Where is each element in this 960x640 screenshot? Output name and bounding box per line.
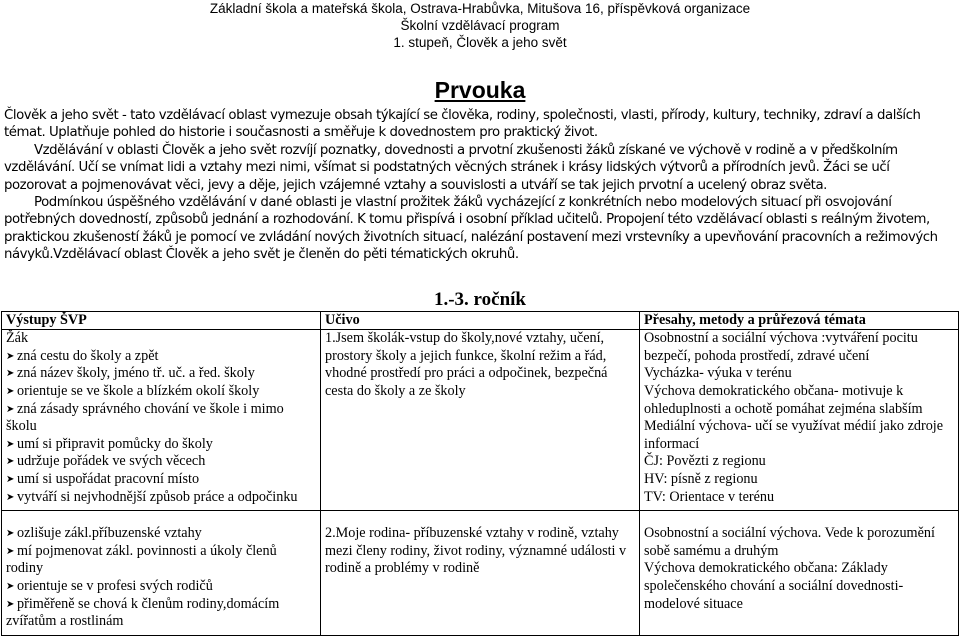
header-content: Učivo (321, 311, 640, 330)
list-item-text: zná název školy, jméno tř. uč. a řed. školy (17, 365, 255, 382)
crosscurricular-item: Osobnostní a sociální výchova :vytváření pocitu bezpečí, pohoda prostředí, zdravé učení (644, 330, 918, 364)
list-item-text: přiměřeně se chová k členům rodiny,domácím zvířatům a rostlinám (6, 595, 280, 630)
outputs-cell (2, 511, 321, 636)
crosscurricular-item: Mediální výchova- učí se využívat médií jako zdroje informací (644, 418, 944, 452)
school-name: Základní škola a mateřská škola, Ostrava-Hrabůvka, Mitušova 16, příspěvková organizace (209, 1, 751, 16)
lead-text: Žák (6, 330, 29, 347)
crosscurricular-item: ČJ: Povězti z regionu (644, 453, 766, 470)
content-text: 1.Jsem školák-vstup do školy,nové vztahy, učení, prostory školy a jejich funkce, školní režim a řád, vhodné prostředí pro práci a odpočinek, bezpečná cesta do školy a ze školy (325, 330, 608, 400)
crosscurricular-item: HV: písně z regionu (644, 471, 758, 487)
crosscurricular-item: Výchova demokratického občana- motivuje k ohleduplnosti a ochotě pomáhat zejména slabším (644, 383, 923, 417)
intro-text (4, 107, 951, 264)
list-item-text: orientuje se v profesi svých rodičů (17, 577, 213, 594)
arrow-right-icon: ➤ (6, 403, 15, 415)
curriculum-table (1, 311, 959, 636)
arrow-right-icon: ➤ (6, 386, 15, 398)
list-item-text: umí si uspořádat pracovní místo (17, 471, 200, 487)
crosscurricular-item: Osobnostní a sociální výchova. Vede k porozumění sobě samému a druhým (644, 525, 935, 559)
arrow-right-icon: ➤ (6, 350, 15, 362)
arrow-right-icon: ➤ (6, 580, 15, 592)
table-row (2, 511, 959, 636)
list-item (6, 383, 316, 401)
crosscurricular-item: Výchova demokratického občana: Základy společenského chování a sociální dovednosti-modelové situace (644, 560, 904, 612)
content-cell (321, 511, 640, 636)
list-item (6, 348, 316, 366)
outputs-cell (2, 330, 321, 511)
list-item-text: umí si připravit pomůcky do školy (17, 435, 213, 452)
list-item (6, 543, 316, 578)
arrow-right-icon: ➤ (6, 491, 15, 503)
intro-paragraph: Člověk a jeho svět - tato vzdělávací oblast vymezuje obsah týkající se člověka, rodiny, společnosti, vlasti, přírody, kultury, techniky, zdraví a dalších témat. Uplatňuje pohled do historie i současnosti a směřuje k dovednostem pro praktický život. (4, 108, 921, 141)
intro-paragraph: Vzdělávání v oblasti Člověk a jeho svět rozvíjí poznatky, dovednosti a prvotní zkušenosti žáků získané ve výchově v rodině a v předškolním vzdělávání. Učí se vnímat lidi a vztahy mezi nimi, všímat si podstatných věcných stránek i krásy lidských výtvorů a přírodních jevů. Žáci se učí pozorovat a pojmenovávat věci, jevy a děje, jejich vzájemné vztahy a souvislosti a utváří se tak jejich prvotní a ucelený obraz světa. (4, 142, 898, 193)
list-item (6, 525, 316, 543)
list-item (6, 596, 316, 631)
outputs-list (6, 525, 316, 631)
list-item-text: zná zásady správného chování ve škole i mimo školu (6, 400, 284, 435)
table-header-row (2, 311, 959, 330)
arrow-right-icon: ➤ (6, 545, 15, 557)
content-text: 2.Moje rodina- příbuzenské vztahy v rodině, vztahy mezi členy rodiny, život rodiny, významné události v rodině a problémy v rodině (325, 525, 627, 577)
outputs-list (6, 348, 316, 506)
list-item-text: zná cestu do školy a zpět (17, 347, 159, 364)
crosscurricular-item: Vycházka- výuka v terénu (644, 365, 792, 382)
crosscurricular-cell (640, 330, 959, 511)
intro-paragraph: Podmínkou úspěšného vzdělávání v dané oblasti je vlastní prožitek žáků vycházející z konkrétních nebo modelových situací při osvojování potřebných dovedností, způsobů jednání a rozhodování. K tomu přispívá i osobní příklad učitelů. Propojení této vzdělávací oblasti s reálným životem, praktickou zkušeností žáků je pomocí ve zvládání nových životních situací, nalézání postavení mezi vrstevníky a upevňování pracovních a režimových návyků.Vzdělávací oblast Člověk a jeho svět je členěn do pěti tématických okruhů. (4, 195, 938, 263)
grade-heading: 1.-3. ročník (433, 288, 526, 310)
arrow-right-icon: ➤ (6, 474, 15, 485)
document-header (0, 0, 960, 51)
content-cell (321, 330, 640, 511)
list-item (6, 471, 316, 489)
list-item (6, 489, 316, 507)
arrow-right-icon: ➤ (6, 456, 15, 468)
page-title: Prvouka (434, 77, 526, 103)
arrow-right-icon: ➤ (6, 438, 15, 450)
list-item-text: vytváří si nejvhodnější způsob práce a odpočinku (17, 488, 298, 505)
table-row (2, 330, 959, 511)
header-crosscurricular: Přesahy, metody a průřezová témata (640, 311, 959, 330)
header-outputs: Výstupy ŠVP (2, 311, 321, 330)
list-item (6, 578, 316, 596)
list-item-text: ozlišuje zákl.příbuzenské vztahy (17, 525, 202, 542)
list-item-text: udržuje pořádek ve svých věcech (17, 453, 206, 470)
arrow-right-icon: ➤ (6, 598, 15, 610)
list-item (6, 436, 316, 454)
arrow-right-icon: ➤ (6, 528, 15, 540)
program-name: Školní vzdělávací program (400, 18, 560, 33)
list-item-text: orientuje se ve škole a blízkém okolí školy (17, 383, 260, 400)
list-item (6, 401, 316, 436)
list-item (6, 453, 316, 471)
list-item (6, 365, 316, 383)
program-section: 1. stupeň, Člověk a jeho svět (393, 35, 567, 50)
list-item-text: mí pojmenovat zákl. povinnosti a úkoly členů rodiny (6, 542, 277, 577)
crosscurricular-item: TV: Orientace v terénu (644, 488, 775, 505)
crosscurricular-cell (640, 511, 959, 636)
arrow-right-icon: ➤ (6, 368, 15, 380)
